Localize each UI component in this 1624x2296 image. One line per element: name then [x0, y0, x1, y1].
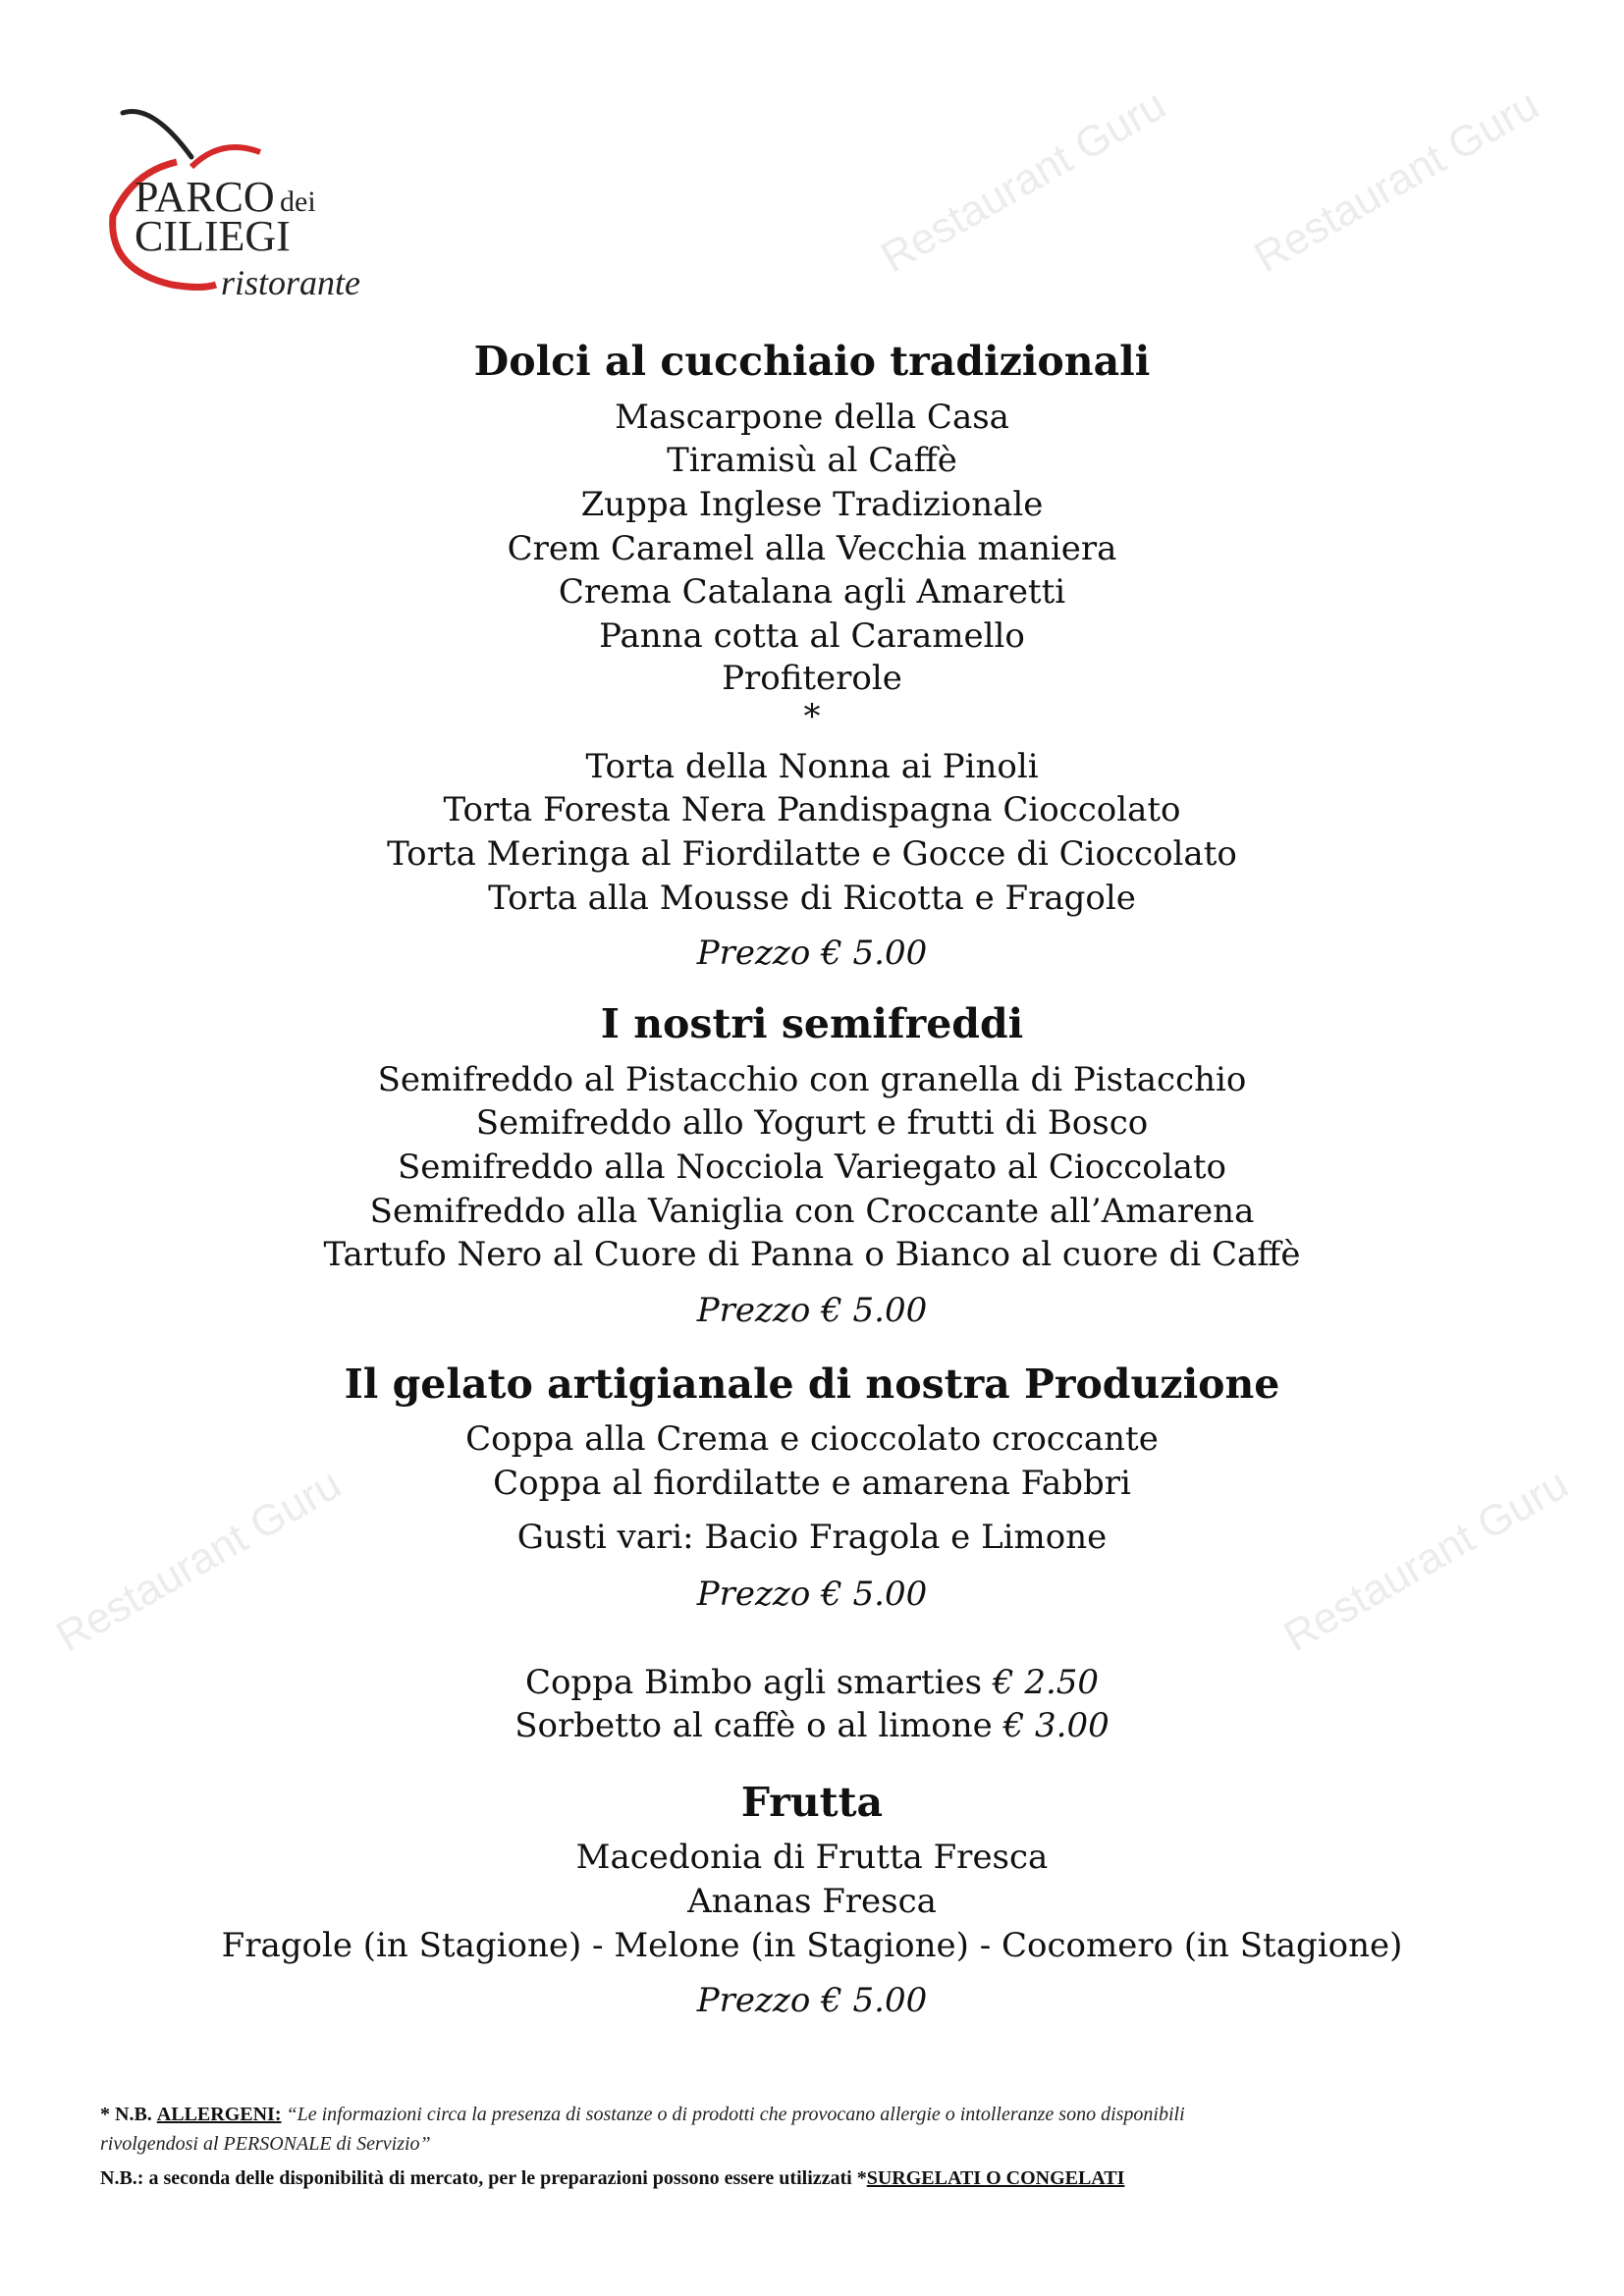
menu-item: Tartufo Nero al Cuore di Panna o Bianco al cuore di Caffè	[323, 1235, 1301, 1275]
allergen-note	[100, 2103, 1185, 2126]
section-price: Prezzo € 5.00	[696, 1291, 928, 1331]
menu-item: Torta alla Mousse di Ricotta e Fragole	[488, 878, 1136, 918]
section-title: Dolci al cucchiaio tradizionali	[473, 338, 1151, 386]
watermark-text: Restaurant Guru	[48, 1460, 350, 1662]
menu-item: Semifreddo alla Nocciola Variegato al Cioccolato	[397, 1148, 1227, 1188]
menu-item: Panna cotta al Caramello	[599, 616, 1025, 657]
menu-item: Torta Foresta Nera Pandispagna Cioccolato	[443, 790, 1181, 830]
menu-item: Crema Catalana agli Amaretti	[558, 572, 1066, 613]
menu-item: *	[803, 697, 821, 737]
menu-item: Zuppa Inglese Tradizionale	[580, 485, 1044, 525]
allergeni-label: ALLERGENI:	[156, 2104, 282, 2125]
menu-item: Fragole (in Stagione) - Melone (in Stagione) - Cocomero (in Stagione)	[221, 1925, 1403, 1965]
extra-item	[0, 1661, 1624, 1704]
svg-text:CILIEGI: CILIEGI	[135, 212, 291, 260]
frozen-text: N.B.: a seconda delle disponibilità di mercato, per le preparazioni possono essere utilizzati *	[100, 2167, 867, 2189]
menu-item: Torta Meringa al Fiordilatte e Gocce di Cioccolato	[387, 834, 1237, 875]
frozen-note	[100, 2166, 1124, 2190]
section-title: Il gelato artigianale di nostra Produzione	[344, 1360, 1280, 1408]
section-price: Prezzo € 5.00	[696, 934, 928, 974]
extra-item-price: € 2.50	[992, 1662, 1100, 1702]
menu-item: Mascarpone della Casa	[615, 397, 1009, 437]
extra-item-price: € 3.00	[1002, 1706, 1110, 1746]
section-title: I nostri semifreddi	[600, 1000, 1024, 1047]
menu-item: Semifreddo al Pistacchio con granella di Pistacchio	[377, 1059, 1247, 1099]
watermark-text: Restaurant Guru	[1246, 80, 1547, 283]
menu-item: Torta della Nonna ai Pinoli	[585, 746, 1039, 786]
menu-item: Coppa al fiordilatte e amarena Fabbri	[493, 1463, 1131, 1503]
nb-prefix: * N.B.	[100, 2104, 152, 2125]
extra-item	[0, 1704, 1624, 1747]
cherry-logo-icon	[93, 93, 417, 309]
menu-item: Ananas Fresca	[687, 1882, 937, 1921]
allergen-text-2: rivolgendosi al PERSONALE di Servizio”	[100, 2133, 431, 2155]
menu-item: Gusti vari: Bacio Fragola e Limone	[516, 1517, 1108, 1557]
section-title: Frutta	[740, 1778, 884, 1826]
watermark-text: Restaurant Guru	[873, 80, 1174, 283]
frozen-label: SURGELATI O CONGELATI	[866, 2167, 1125, 2189]
svg-text:dei: dei	[280, 186, 316, 218]
restaurant-logo	[93, 93, 417, 309]
menu-item: Semifreddo allo Yogurt e frutti di Bosco	[475, 1103, 1149, 1144]
menu-item: Semifreddo alla Vaniglia con Croccante all’Amarena	[369, 1191, 1255, 1231]
svg-text:PARCO: PARCO	[135, 173, 275, 221]
menu-item: Profiterole	[722, 659, 902, 699]
menu-item: Tiramisù al Caffè	[667, 441, 957, 481]
section-price: Prezzo € 5.00	[696, 1981, 928, 2021]
menu-item: Coppa alla Crema e cioccolato croccante	[465, 1419, 1159, 1460]
allergen-text: “Le informazioni circa la presenza di sostanze o di prodotti che provocano allergie o intolleranze sono disponibili	[286, 2104, 1185, 2125]
watermark-text: Restaurant Guru	[1275, 1460, 1577, 1662]
menu-item: Macedonia di Frutta Fresca	[575, 1838, 1049, 1878]
extra-item-name: Coppa Bimbo agli smarties	[524, 1662, 983, 1702]
menu-item: Crem Caramel alla Vecchia maniera	[507, 528, 1117, 568]
section-price: Prezzo € 5.00	[696, 1575, 928, 1615]
extra-item-name: Sorbetto al caffè o al limone	[514, 1706, 993, 1746]
svg-text:ristorante: ristorante	[221, 263, 361, 302]
